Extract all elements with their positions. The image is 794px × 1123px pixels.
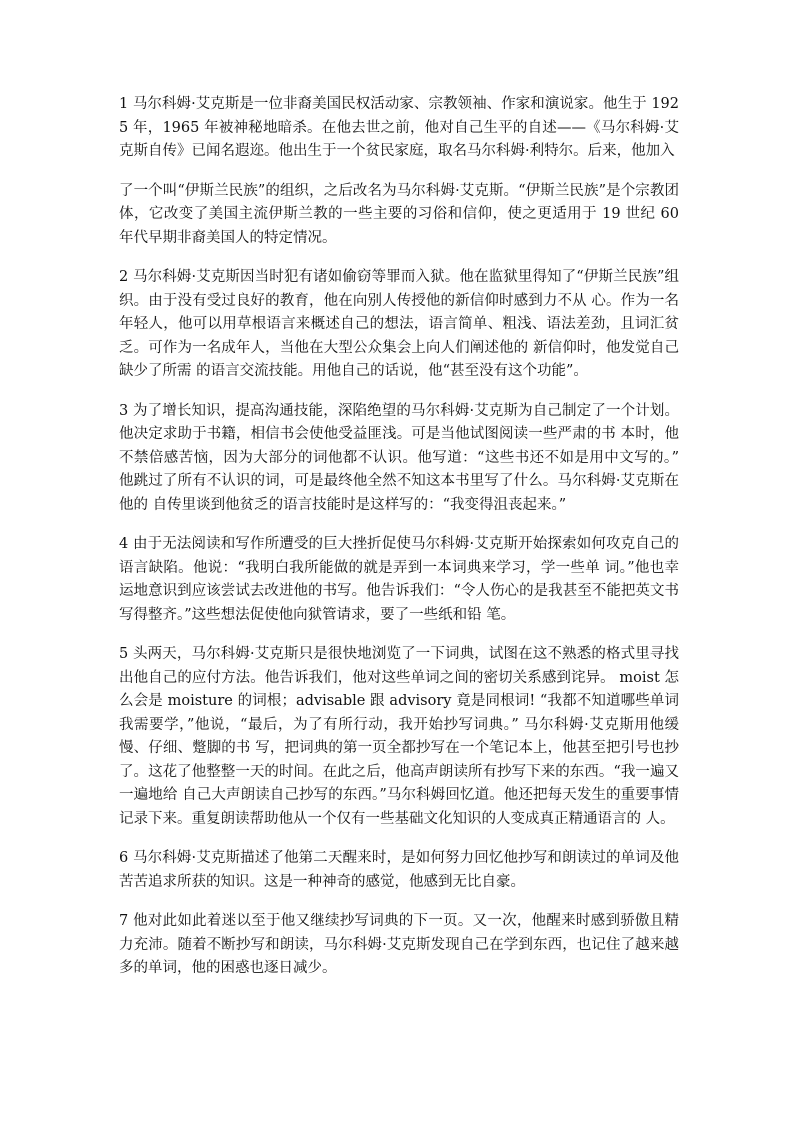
document-body [119, 93, 684, 997]
paragraph-4: 4 由于无法阅读和写作所遭受的巨大挫折促使马尔科姆·艾克斯开始探索如何攻克自己的语言缺陷。他说：“我明白我所能做的就是弄到一本词典来学习，学一些单 词。”他也幸运地意识到应该尝试去改进他的书写。他告诉我们：“令人伤心的是我甚至不能把英文书写得整齐。”这些想法促使他向狱管请求，要了一些纸和铅 笔。 [119, 536, 679, 623]
paragraph-6: 6 马尔科姆·艾克斯描述了他第二天醒来时，是如何努力回忆他抄写和朗读过的单词及他苦苦追求所获的知识。这是一种神奇的感觉，他感到无比自豪。 [119, 850, 679, 890]
paragraph-1: 1 马尔科姆·艾克斯是一位非裔美国民权活动家、宗教领袖、作家和演说家。他生于 1925 年，1965 年被神秘地暗杀。在他去世之前，他对自己生平的自述——《马尔科姆·艾克斯自传》已闻名遐迩。他出生于一个贫民家庭，取名马尔科姆·利特尔。后来，他加入 [119, 96, 679, 159]
paragraph-5: 5 头两天，马尔科姆·艾克斯只是很快地浏览了一下词典，试图在这不熟悉的格式里寻找出他自己的应付方法。他告诉我们，他对这些单词之间的密切关系感到诧异。 moist 怎么会是 moisture 的词根；advisable 跟 advisory 竟是同根词! “我都不知道哪些单词我需要学，”他说，“最后，为了有所行动，我开始抄写词典。” 马尔科姆·艾克斯用他缓慢、仔细、蹩脚的书 写，把词典的第一页全都抄写在一个笔记本上，他甚至把引号也抄了。这花了他整整一天的时间。在此之后，他高声朗读所有抄写下来的东西。“我一遍又一遍地给 自己大声朗读自己抄写的东西。”马尔科姆回忆道。他还把每天发生的重要事情记录下来。重复朗读帮助他从一个仅有一些基础文化知识的人变成真正精通语言的 人。 [119, 646, 679, 827]
paragraph-2: 2 马尔科姆·艾克斯因当时犯有诸如偷窃等罪而入狱。他在监狱里得知了“伊斯兰民族”组织。由于没有受过良好的教育，他在向别人传授他的新信仰时感到力不从 心。作为一名年轻人，他可以用草根语言来概述自己的想法，语言简单、粗浅、语法差劲，且词汇贫乏。可作为一名成年人，当他在大型公众集会上向人们阐述他的 新信仰时，他发觉自己缺少了所需 的语言交流技能。用他自己的话说，他“甚至没有这个功能”。 [119, 269, 679, 379]
paragraph-7: 7 他对此如此着迷以至于他又继续抄写词典的下一页。又一次，他醒来时感到骄傲且精力充沛。随着不断抄写和朗读，马尔科姆·艾克斯发现自己在学到东西，也记住了越来越多的单词，他的困惑也逐日减少。 [119, 913, 679, 976]
paragraph-1-continued: 了一个叫“伊斯兰民族”的组织，之后改名为马尔科姆·艾克斯。“伊斯兰民族”是个宗教团体，它改变了美国主流伊斯兰教的一些主要的习俗和信仰，使之更适用于 19 世纪 60 年代早期非裔美国人的特定情况。 [119, 182, 684, 246]
paragraph-3: 3 为了增长知识，提高沟通技能，深陷绝望的马尔科姆·艾克斯为自己制定了一个计划。他决定求助于书籍，相信书会使他受益匪浅。可是当他试图阅读一些严肃的书 本时，他不禁倍感苦恼，因为大部分的词他都不认识。他写道：“这些书还不如是用中文写的。” 他跳过了所有不认识的词，可是最终他全然不知这本书里写了什么。马尔科姆·艾克斯在他的 自传里谈到他贫乏的语言技能时是这样写的：“我变得沮丧起来。” [119, 402, 684, 513]
